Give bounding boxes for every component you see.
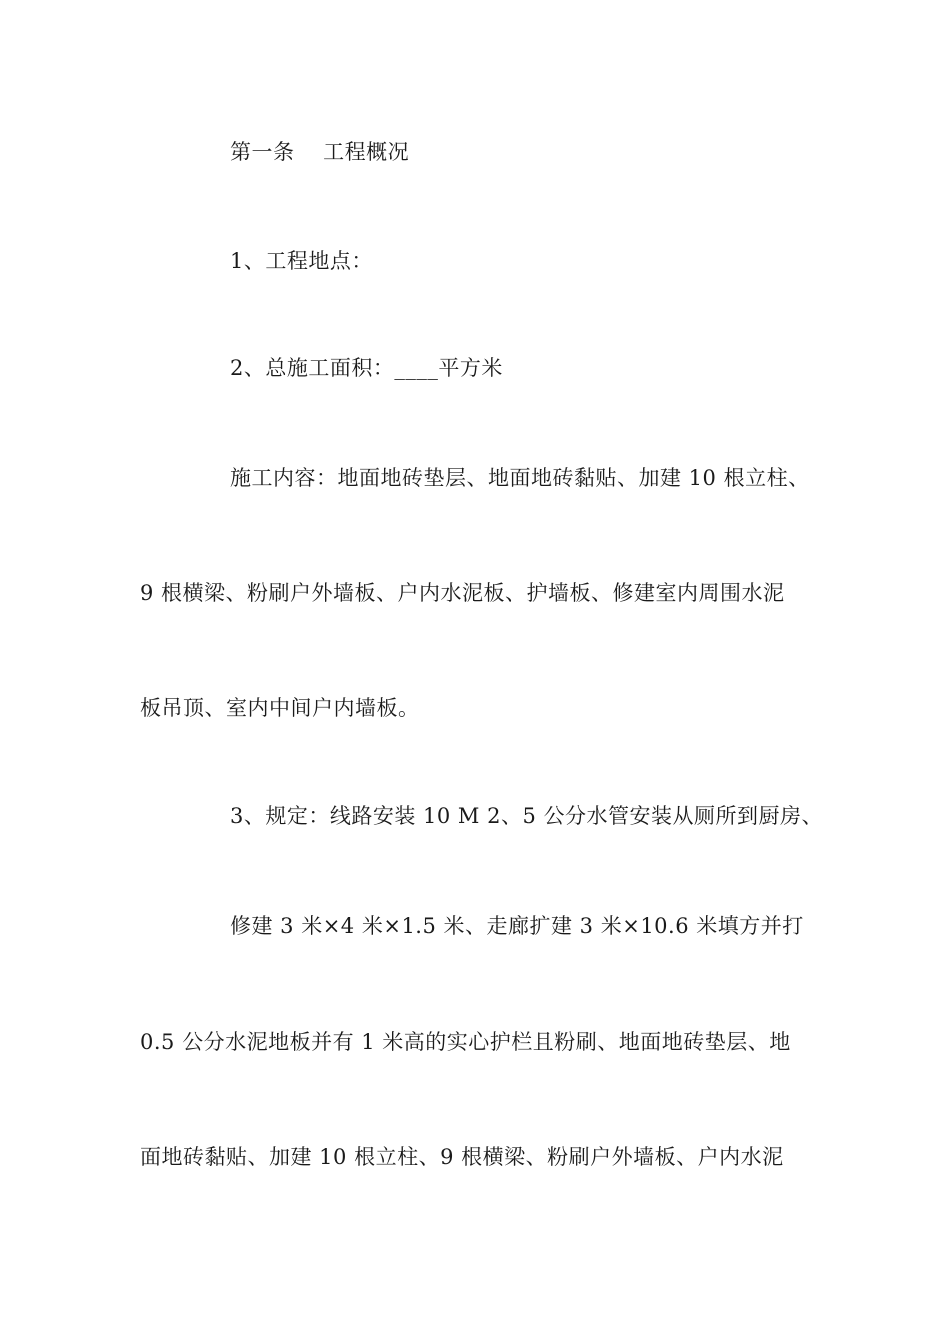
- paragraph-line: 修建 3 米×4 米×1.5 米、走廊扩建 3 米×10.6 米填方并打: [230, 914, 804, 938]
- paragraph-line: 0.5 公分水泥地板并有 1 米高的实心护栏且粉刷、地面地砖垫层、地: [140, 1030, 791, 1054]
- paragraph-line: 9 根横梁、粉刷户外墙板、户内水泥板、护墙板、修建室内周围水泥: [140, 581, 785, 605]
- paragraph-line: 3、规定：线路安装 10 M 2、5 公分水管安装从厕所到厨房、: [230, 804, 824, 828]
- paragraph-line: 板吊顶、室内中间户内墙板。: [140, 696, 420, 720]
- paragraph-line: 面地砖黏贴、加建 10 根立柱、9 根横梁、粉刷户外墙板、户内水泥: [140, 1145, 784, 1169]
- paragraph-line: 施工内容：地面地砖垫层、地面地砖黏贴、加建 10 根立柱、: [230, 466, 810, 490]
- paragraph-line: 1、工程地点：: [230, 249, 373, 273]
- paragraph-line: 2、总施工面积：____平方米: [230, 356, 503, 380]
- section-heading: 第一条 工程概况: [230, 140, 410, 164]
